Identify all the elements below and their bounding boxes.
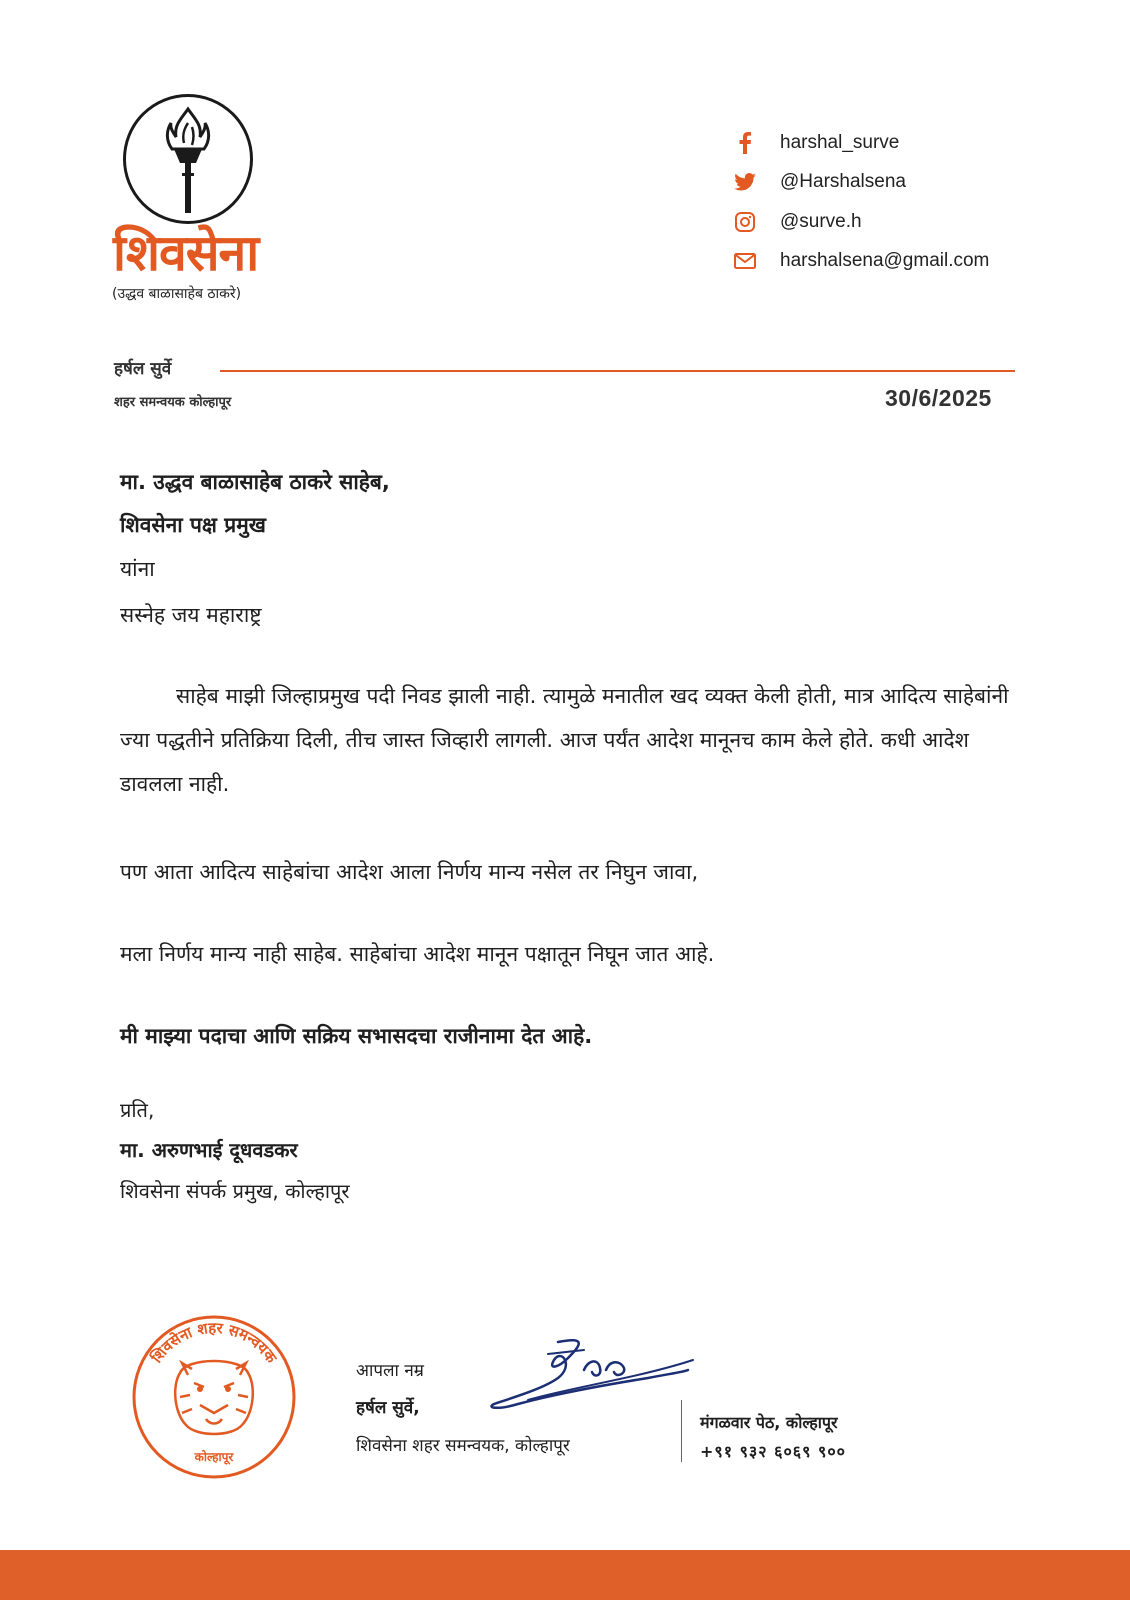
addressee-line1: मा. उद्धव बाळासाहेब ठाकरे साहेब, xyxy=(120,470,390,494)
body-paragraph-1: साहेब माझी जिल्हाप्रमुख पदी निवड झाली नाही. त्यामुळे मनातील खद व्यक्त केली होती, मात्र आदित्य साहेबांनी ज्या पद्धतीने प्रतिक्रिया दिली, तीच जास्त जिव्हारी लागली. आज पर्यंत आदेश मानूनच काम केले होते. कधी आदेश डावलला नाही. xyxy=(120,684,1009,796)
sender-title: शहर समन्वयक कोल्हापूर xyxy=(114,395,232,410)
mail-icon xyxy=(734,250,756,272)
office-seal xyxy=(130,1313,298,1481)
cc-name: मा. अरुणभाई दूधवडकर xyxy=(120,1138,298,1162)
contact-email xyxy=(734,242,989,282)
contact-list xyxy=(734,123,989,281)
header-divider xyxy=(220,370,1015,372)
signatory-name: हर्षल सुर्वे, xyxy=(356,1398,420,1418)
instagram-handle: @surve.h xyxy=(780,210,862,232)
facebook-icon xyxy=(734,132,756,154)
addressee-line3: यांना xyxy=(120,557,155,581)
body-paragraph-2: पण आता आदित्य साहेबांचा आदेश आला निर्णय मान्य नसेल तर निघुन जावा, xyxy=(120,860,699,884)
letter-date: 30/6/2025 xyxy=(885,385,992,411)
office-phone: +९१ ९३२ ६०६९ ९०० xyxy=(700,1442,846,1461)
signatory-title: शिवसेना शहर समन्वयक, कोल्हापूर xyxy=(356,1436,570,1456)
party-logo-word: शिवसेना xyxy=(113,224,259,282)
party-logo-subtitle: (उद्धव बाळासाहेब ठाकरे) xyxy=(112,286,242,302)
tiger-seal-icon xyxy=(130,1313,298,1481)
cc-title: शिवसेना संपर्क प्रमुख, कोल्हापूर xyxy=(120,1179,350,1203)
footer-divider xyxy=(681,1400,682,1462)
twitter-handle: @Harshalsena xyxy=(780,171,906,193)
sender-name: हर्षल सुर्वे xyxy=(114,359,172,379)
footer-color-bar xyxy=(0,1550,1130,1600)
handwritten-signature xyxy=(488,1330,703,1445)
addressee-line2: शिवसेना पक्ष प्रमुख xyxy=(120,513,266,537)
party-logo-circle xyxy=(123,94,253,224)
instagram-icon xyxy=(734,211,756,233)
facebook-handle: harshal_surve xyxy=(780,131,900,153)
torch-icon xyxy=(126,97,250,221)
contact-instagram xyxy=(734,202,989,242)
cc-label: प्रति, xyxy=(120,1098,155,1122)
contact-facebook xyxy=(734,123,989,163)
twitter-icon xyxy=(734,171,756,193)
contact-twitter xyxy=(734,163,989,203)
greeting: सस्नेह जय महाराष्ट्र xyxy=(120,603,262,627)
svg-text:कोल्हापूर: कोल्हापूर xyxy=(194,1450,234,1464)
closing-text: आपला नम्र xyxy=(356,1361,424,1381)
body-paragraph-3: मला निर्णय मान्य नाही साहेब. साहेबांचा आदेश मानून पक्षातून निघून जात आहे. xyxy=(120,942,715,966)
email-address: harshalsena@gmail.com xyxy=(780,250,990,272)
office-address: मंगळवार पेठ, कोल्हापूर xyxy=(700,1413,838,1432)
svg-text:शिवसेना शहर समन्वयक: शिवसेना शहर समन्वयक xyxy=(147,1318,281,1367)
body-paragraph-4: मी माझ्या पदाचा आणि सक्रिय सभासदचा राजीनामा देत आहे. xyxy=(120,1024,593,1048)
